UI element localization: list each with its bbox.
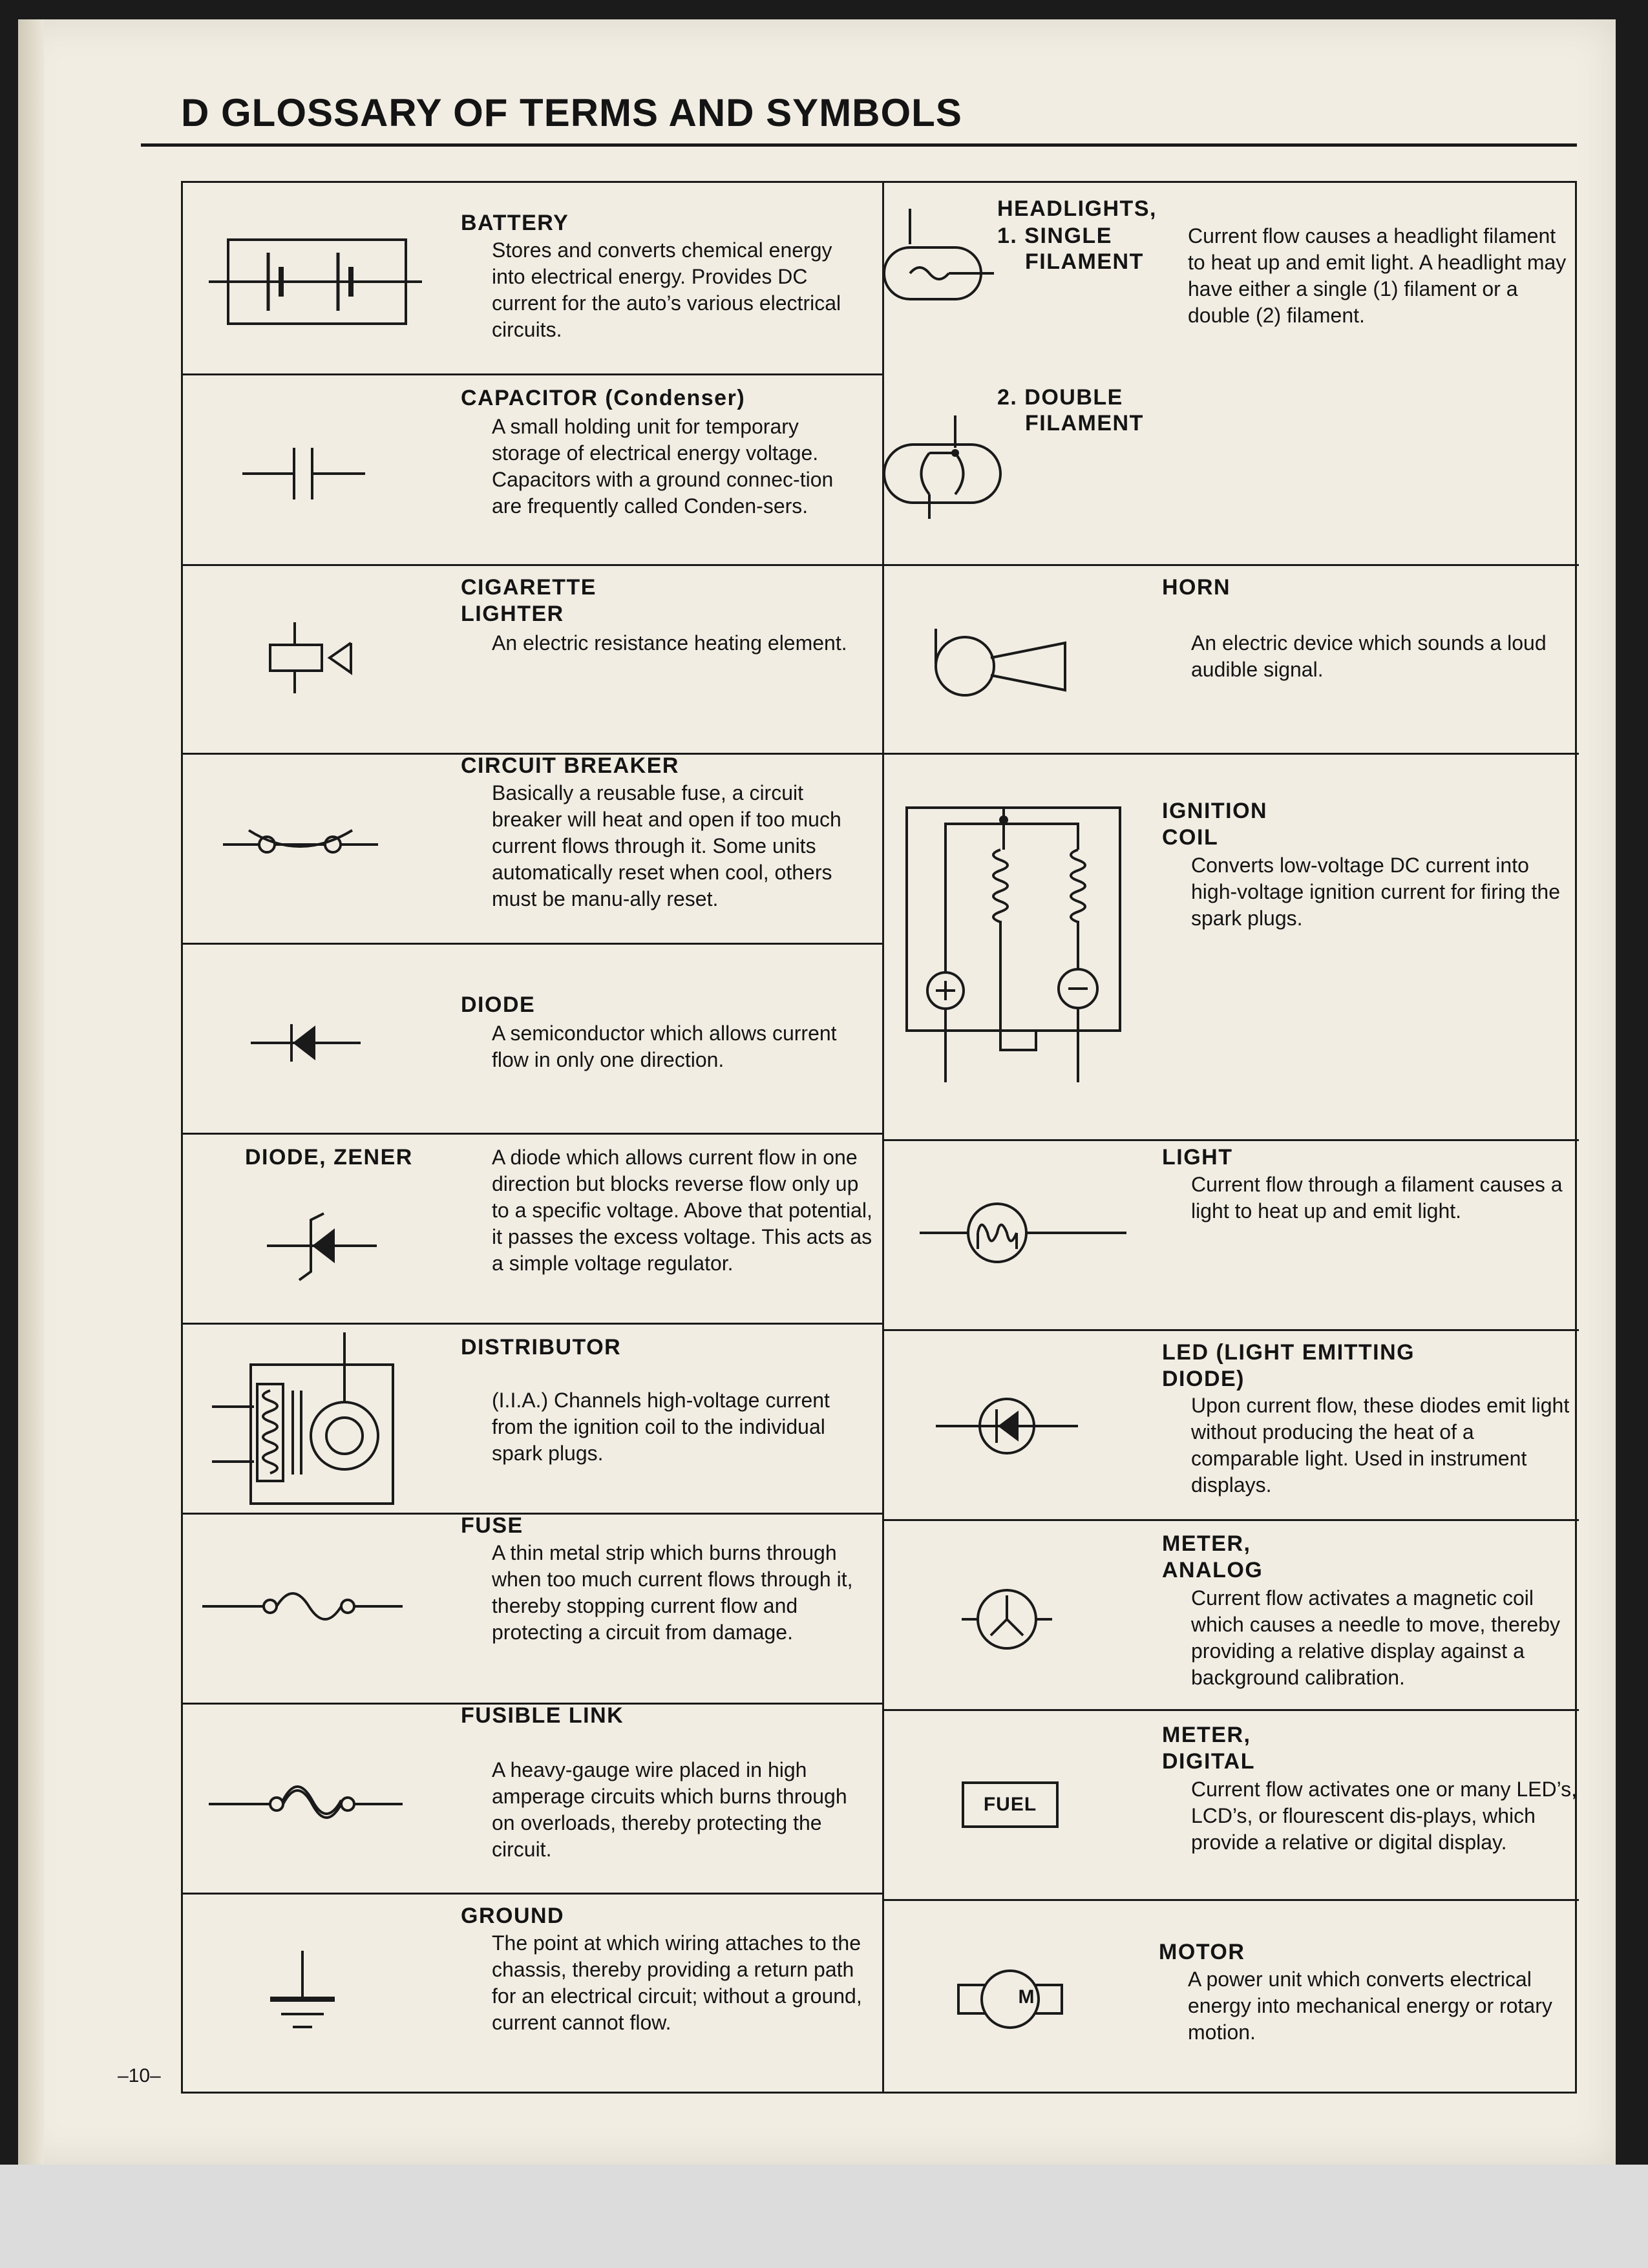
light-symbol [920, 1197, 1126, 1268]
term-description: A power unit which converts electrical energy into mechanical energy or rotary motion. [1188, 1968, 1552, 2044]
motor-symbol-label: M [1018, 1986, 1035, 2008]
term-label: BATTERY [461, 211, 569, 235]
glossary-entry-fusible-link [183, 1703, 882, 1893]
ground-symbol [267, 1951, 338, 2035]
fuse-symbol [202, 1584, 403, 1629]
term-label: CAPACITOR (Condenser) [461, 386, 746, 410]
term-description: A semiconductor which allows current flow in only one direction. [492, 1022, 837, 1071]
distributor-symbol [212, 1332, 419, 1507]
headlight-double-symbol [891, 415, 1000, 519]
glossary-entry-motor [884, 1899, 1579, 2095]
page-title: D GLOSSARY OF TERMS AND SYMBOLS [181, 91, 962, 134]
glossary-entry-fuse [183, 1513, 882, 1703]
glossary-table [181, 181, 1577, 2094]
title-rule [141, 143, 1577, 147]
glossary-entry-meter-digital [884, 1709, 1579, 1899]
glossary-entry-cigarette-lighter [183, 564, 882, 753]
page-binding-edge [18, 19, 44, 2165]
term-description: A thin metal strip which burns through when too much current flows through it, thereby stopping current flow and protecting a circuit from damage. [492, 1541, 853, 1644]
term-label: FUSIBLE LINK [461, 1703, 624, 1728]
horn-symbol [936, 629, 1065, 700]
term-label: FUSE [461, 1513, 523, 1538]
ignition-coil-symbol [903, 804, 1123, 1082]
scanner-background [0, 2165, 1648, 2268]
diode-symbol [251, 1020, 361, 1066]
glossary-entry-zener-diode [183, 1133, 882, 1323]
glossary-entry-light [884, 1139, 1579, 1329]
term-label: IGNITION COIL [1162, 799, 1268, 850]
double-filament-label-2: FILAMENT [1025, 411, 1144, 436]
term-label: METER, DIGITAL [1162, 1723, 1255, 1774]
page-number: –10– [118, 2065, 161, 2086]
zener-diode-symbol [267, 1210, 377, 1281]
glossary-entry-led [884, 1329, 1579, 1519]
term-description: Stores and converts chemical energy into electrical energy. Provides DC current for the auto’s various electrical circuits. [492, 238, 841, 341]
glossary-entry-ground [183, 1893, 882, 2095]
term-label: CIGARETTE LIGHTER [461, 575, 597, 626]
meter-analog-symbol [962, 1584, 1052, 1655]
single-filament-label: 1. SINGLE [997, 224, 1112, 248]
circuit-breaker-symbol [223, 817, 385, 869]
glossary-entry-capacitor [183, 373, 882, 564]
double-filament-label: 2. DOUBLE [997, 385, 1123, 410]
glossary-entry-battery [183, 183, 882, 373]
term-description: Basically a reusable fuse, a circuit breaker will heat and open if too much current flows through it. Some units automatically reset when cool, others must be manu-ally reset. [492, 781, 841, 910]
term-description: An electric device which sounds a loud audible signal. [1191, 631, 1547, 681]
term-label: LIGHT [1162, 1145, 1233, 1170]
single-filament-label-2: FILAMENT [1025, 249, 1144, 274]
term-label: CIRCUIT BREAKER [461, 753, 679, 778]
term-description: Current flow activates a magnetic coil which causes a needle to move, thereby providing a relative display against a background calibration. [1191, 1586, 1560, 1689]
capacitor-symbol [242, 445, 365, 503]
glossary-entry-ignition-coil [884, 753, 1579, 1139]
glossary-entry-headlights [884, 183, 1579, 564]
term-label: DISTRIBUTOR [461, 1335, 622, 1360]
term-label: MOTOR [1159, 1940, 1245, 1964]
glossary-entry-distributor [183, 1323, 882, 1513]
term-description: A diode which allows current flow in one direction but blocks reverse flow only up to a specific voltage. Above that potential, it passes the excess voltage. This acts as a simple voltage regulator. [492, 1146, 872, 1275]
term-description: A heavy-gauge wire placed in high amperage circuits which burns through on overloads, thereby protecting the circuit. [492, 1758, 847, 1861]
term-description: Current flow causes a headlight filament to heat up and emit light. A headlight may have either a single (1) filament or a double (2) filament. [1188, 224, 1567, 327]
term-description: Converts low-voltage DC current into high-voltage ignition current for firing the spark plugs. [1191, 854, 1560, 930]
term-description: A small holding unit for temporary storage of electrical energy voltage. Capacitors with a ground connec-tion are frequently called Conden-sers. [492, 415, 834, 518]
term-label: LED (LIGHT EMITTING DIODE) [1162, 1340, 1415, 1391]
led-symbol [936, 1394, 1078, 1458]
term-label: HORN [1162, 575, 1231, 600]
glossary-entry-circuit-breaker [183, 753, 882, 943]
glossary-entry-diode [183, 943, 882, 1133]
cigarette-lighter-symbol [264, 622, 354, 693]
term-description: Current flow through a filament causes a light to heat up and emit light. [1191, 1173, 1563, 1223]
term-label: GROUND [461, 1904, 565, 1928]
term-label: METER, ANALOG [1162, 1531, 1263, 1582]
term-description: Upon current flow, these diodes emit light without producing the heat of a comparable light. Used in instrument displays. [1191, 1394, 1570, 1496]
term-description: An electric resistance heating element. [492, 631, 847, 655]
term-label: HEADLIGHTS, [997, 196, 1157, 221]
term-description: Current flow activates one or many LED’s, LCD’s, or flourescent dis-plays, which provide a relative or digital display. [1191, 1778, 1577, 1854]
term-description: (I.I.A.) Channels high-voltage current from the ignition coil to the individual spark plugs. [492, 1389, 830, 1465]
fuel-display-symbol: FUEL [962, 1781, 1059, 1828]
glossary-entry-meter-analog [884, 1519, 1579, 1709]
headlight-single-symbol [891, 209, 994, 319]
term-description: The point at which wiring attaches to the chassis, thereby providing a return path for an electrical circuit; without a ground, current cannot flow. [492, 1931, 862, 2034]
battery-symbol [209, 222, 422, 338]
term-label: DIODE [461, 992, 536, 1017]
glossary-entry-horn [884, 564, 1579, 753]
term-label: DIODE, ZENER [245, 1145, 413, 1170]
fusible-link-symbol [209, 1777, 403, 1829]
